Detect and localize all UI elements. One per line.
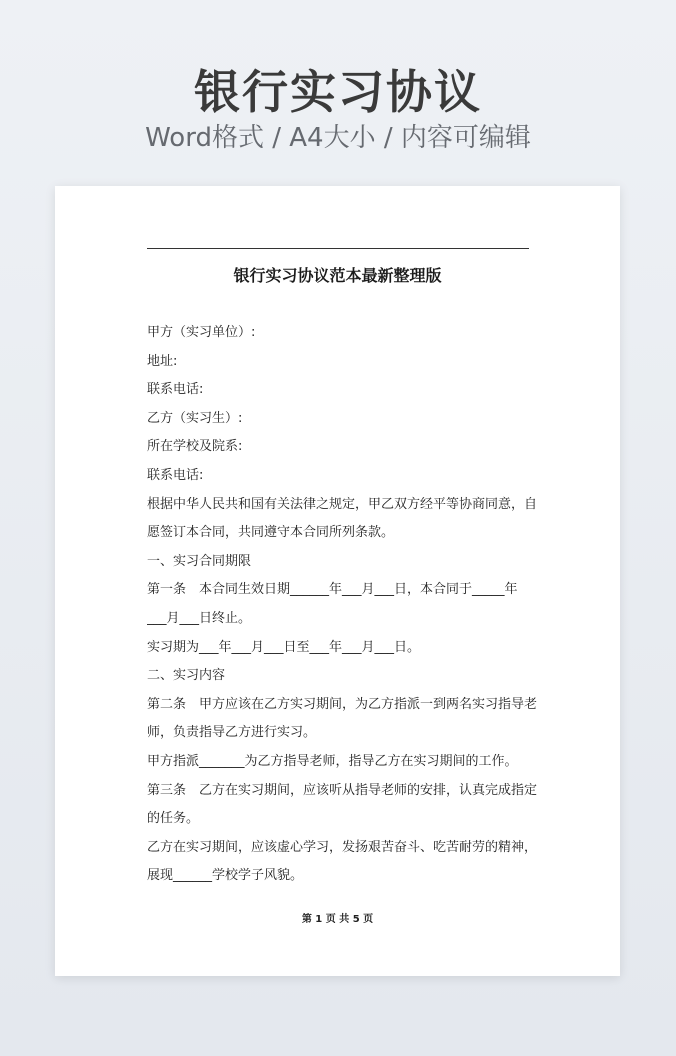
article-3-line-1: 第三条 乙方在实习期间，应该听从指导老师的安排，认真完成指定 <box>147 782 537 798</box>
section-2-heading: 二、实习内容 <box>147 668 226 684</box>
article-2-line-2: 师，负责指导乙方进行实习。 <box>147 725 317 741</box>
party-b-label: 乙方（实习生）: <box>147 410 243 426</box>
section-1-heading: 一、实习合同期限 <box>147 553 252 569</box>
school-label: 所在学校及院系: <box>147 439 243 455</box>
document-title: 银行实习协议范本最新整理版 <box>233 266 442 285</box>
banner-subtitle: Word格式 / A4大小 / 内容可编辑 <box>145 123 531 153</box>
banner-title: 银行实习协议 <box>194 65 482 119</box>
article-3-line-2: 的任务。 <box>147 811 200 827</box>
page-number: 第 1 页 共 5 页 <box>301 914 374 925</box>
internship-period-line: 实习期为___年___月___日至___年___月___日。 <box>147 639 421 655</box>
article-1-line-2: ___月___日终止。 <box>147 610 252 626</box>
address-label: 地址: <box>147 353 178 369</box>
document-page <box>55 186 620 976</box>
phone-label-b: 联系电话: <box>147 467 204 483</box>
conduct-line-1: 乙方在实习期间，应该虚心学习，发扬艰苦奋斗、吃苦耐劳的精神， <box>147 839 537 855</box>
conduct-line-2: 展现______学校学子风貌。 <box>147 868 304 884</box>
preamble-line-2: 愿签订本合同，共同遵守本合同所列条款。 <box>147 525 395 541</box>
phone-label-a: 联系电话: <box>147 382 204 398</box>
header-rule <box>147 248 529 249</box>
article-2-line-1: 第二条 甲方应该在乙方实习期间，为乙方指派一到两名实习指导老 <box>147 696 537 712</box>
article-1-line-1: 第一条 本合同生效日期______年___月___日，本合同于_____年 <box>147 582 518 598</box>
party-a-label: 甲方（实习单位）: <box>147 325 256 340</box>
supervisor-line: 甲方指派_______为乙方指导老师，指导乙方在实习期间的工作。 <box>147 753 518 769</box>
document-body <box>147 319 537 891</box>
preamble-line-1: 根据中华人民共和国有关法律之规定，甲乙双方经平等协商同意，自 <box>147 496 537 512</box>
